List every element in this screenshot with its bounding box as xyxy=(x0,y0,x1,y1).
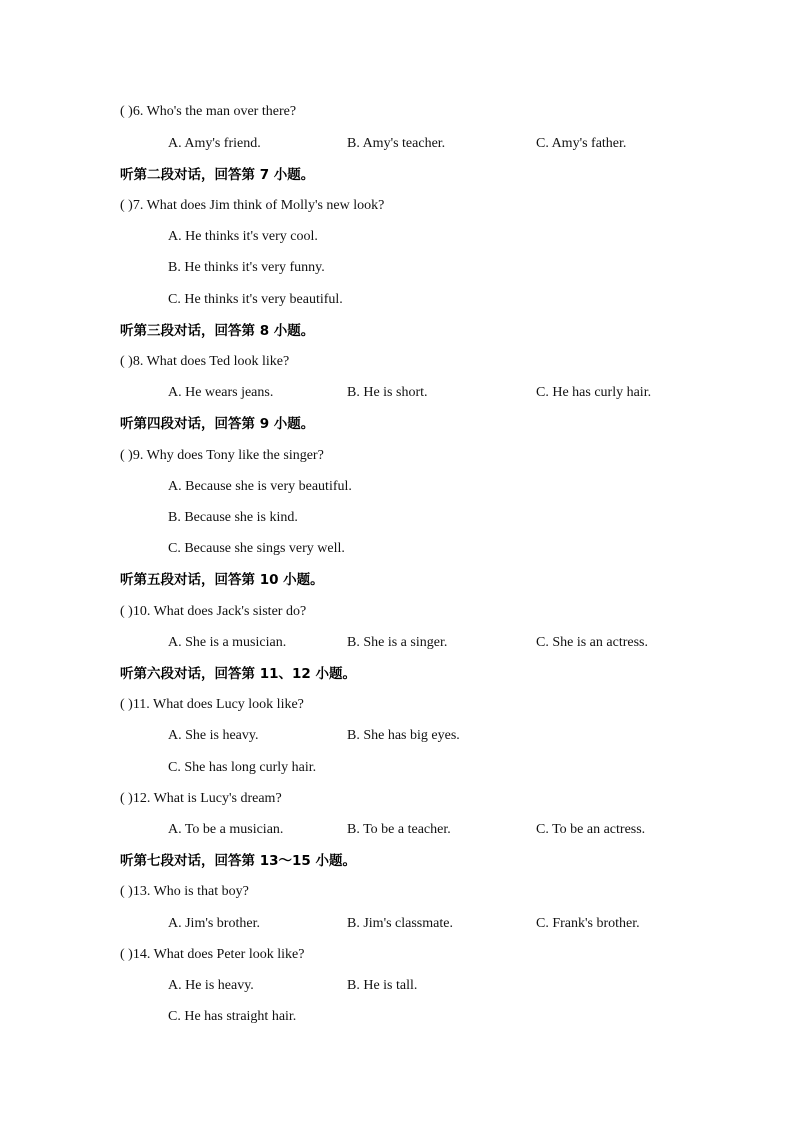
q8-option-a: A. He wears jeans. xyxy=(168,385,274,400)
section-heading-6: 听第六段对话，回答第 11、12 小题。 xyxy=(120,666,356,682)
q9-option-c: C. Because she sings very well. xyxy=(168,541,345,556)
q7-option-a: A. He thinks it's very cool. xyxy=(168,229,318,244)
question-12: ( )12. What is Lucy's dream? xyxy=(120,791,282,806)
q14-option-c: C. He has straight hair. xyxy=(168,1009,297,1024)
q6-option-c: C. Amy's father. xyxy=(536,136,627,151)
question-9: ( )9. Why does Tony like the singer? xyxy=(120,448,324,463)
q6-option-b: B. Amy's teacher. xyxy=(347,136,446,151)
question-10: ( )10. What does Jack's sister do? xyxy=(120,604,307,619)
q9-option-b: B. Because she is kind. xyxy=(168,510,298,525)
q10-option-c: C. She is an actress. xyxy=(536,635,648,650)
question-11: ( )11. What does Lucy look like? xyxy=(120,697,304,712)
q10-option-b: B. She is a singer. xyxy=(347,635,448,650)
section-heading-3: 听第三段对话，回答第 8 小题。 xyxy=(120,323,315,339)
q8-option-c: C. He has curly hair. xyxy=(536,385,652,400)
q9-option-a: A. Because she is very beautiful. xyxy=(168,479,352,494)
q12-option-c: C. To be an actress. xyxy=(536,822,646,837)
q14-option-b: B. He is tall. xyxy=(347,978,418,993)
q7-option-b: B. He thinks it's very funny. xyxy=(168,260,325,275)
question-14: ( )14. What does Peter look like? xyxy=(120,947,305,962)
section-heading-5: 听第五段对话，回答第 10 小题。 xyxy=(120,572,324,588)
question-8: ( )8. What does Ted look like? xyxy=(120,354,290,369)
q8-option-b: B. He is short. xyxy=(347,385,428,400)
q11-option-c: C. She has long curly hair. xyxy=(168,760,317,775)
q12-option-a: A. To be a musician. xyxy=(168,822,284,837)
q7-option-c: C. He thinks it's very beautiful. xyxy=(168,292,343,307)
q10-option-a: A. She is a musician. xyxy=(168,635,287,650)
q13-option-a: A. Jim's brother. xyxy=(168,916,260,931)
section-heading-2: 听第二段对话，回答第 7 小题。 xyxy=(120,167,315,183)
section-heading-7: 听第七段对话，回答第 13～15 小题。 xyxy=(120,853,356,869)
question-13: ( )13. Who is that boy? xyxy=(120,884,249,899)
q11-option-a: A. She is heavy. xyxy=(168,728,259,743)
q11-option-b: B. She has big eyes. xyxy=(347,728,460,743)
q14-option-a: A. He is heavy. xyxy=(168,978,254,993)
question-7: ( )7. What does Jim think of Molly's new look? xyxy=(120,198,385,213)
section-heading-4: 听第四段对话，回答第 9 小题。 xyxy=(120,416,315,432)
q13-option-b: B. Jim's classmate. xyxy=(347,916,453,931)
q12-option-b: B. To be a teacher. xyxy=(347,822,451,837)
q6-option-a: A. Amy's friend. xyxy=(168,136,261,151)
q13-option-c: C. Frank's brother. xyxy=(536,916,640,931)
question-6: ( )6. Who's the man over there? xyxy=(120,104,297,119)
